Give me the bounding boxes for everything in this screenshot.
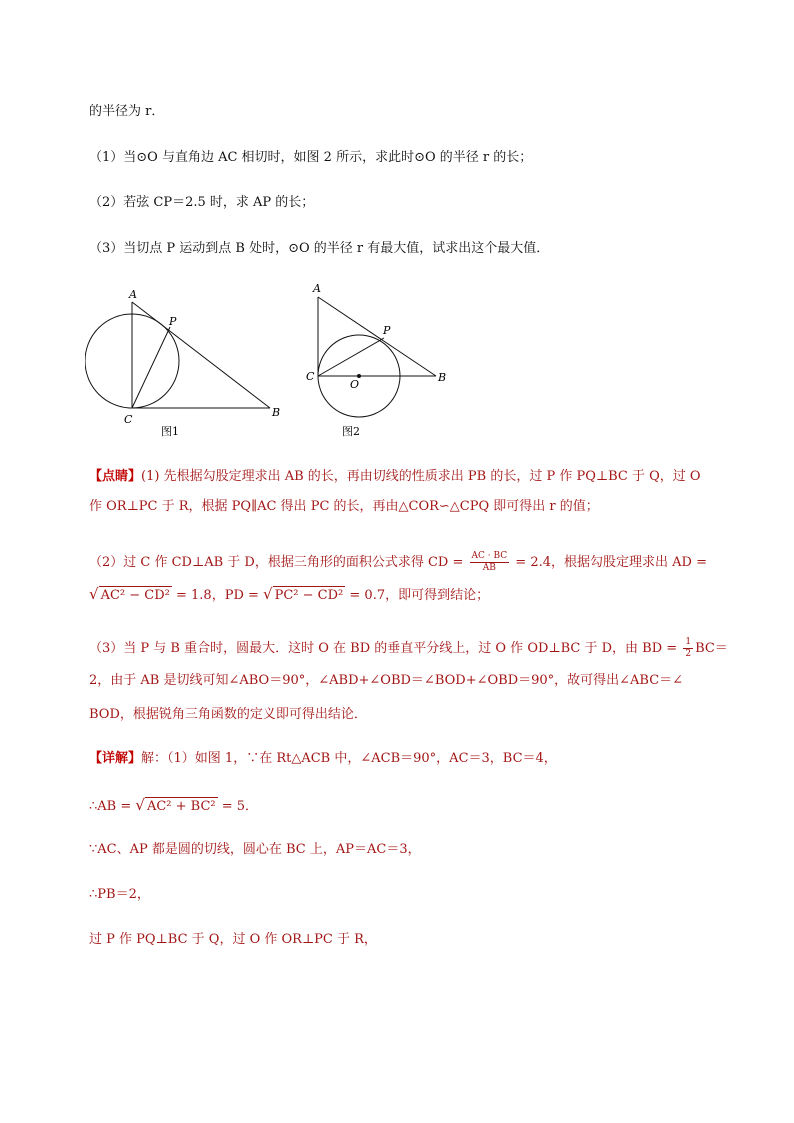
figure1-label-c: C — [124, 413, 133, 426]
hint-line-7: BOD，根据锐角三角函数的定义即可得出结论． — [89, 707, 367, 722]
detail-line-2: ∴AB = √ AC² + BC² = 5． — [89, 796, 259, 814]
figure1-label-a: A — [129, 288, 137, 301]
detail-line-3: ∵AC、AP 都是圆的切线，圆心在 BC 上，AP＝AC＝3， — [89, 842, 421, 857]
hint-line-2: 作 OR⊥PC 于 R，根据 PQ∥AC 得出 PC 的长，再由△COR∽△CPQ 即可得出 r 的值； — [89, 499, 599, 514]
hint-line-3: （2）过 C 作 CD⊥AB 于 D，根据三角形的面积公式求得 CD = $\frac{AC \cdot BC}{AB}$ = 2.4，根据勾股定理求出 AD = — [89, 551, 707, 573]
question-1: （1）当⊙O 与直角边 AC 相切时，如图 2 所示，求此时⊙O 的半径 r 的长； — [89, 150, 533, 165]
figure2-label-a: A — [313, 282, 321, 295]
detail-tag: 【详解】 — [89, 751, 142, 766]
hint-tag: 【点睛】 — [89, 469, 142, 484]
figure2-label-o: O — [350, 378, 360, 391]
fraction-cd: $\frac{AC \cdot BC}{AB}$ — [471, 551, 508, 573]
figure2-label-c: C — [306, 370, 315, 383]
sqrt-sign-icon: √ — [89, 585, 99, 603]
question-3: （3）当切点 P 运动到点 B 处时，⊙O 的半径 r 有最大值，试求出这个最大值． — [89, 241, 550, 256]
figure1-side-ab — [132, 302, 270, 408]
figure2-chord-cp — [318, 338, 384, 376]
figure2-label-p: P — [383, 324, 391, 337]
figure2-caption: 图2 — [342, 425, 360, 438]
hint-line-4: √ AC² − CD² = 1.8，PD = √ PC² − CD² = 0.7，即可得到结论； — [89, 585, 490, 603]
hint-line-1: 【点睛】(1) 先根据勾股定理求出 AB 的长，再由切线的性质求出 PB 的长，过 P 作 PQ⊥BC 于 Q，过 O — [89, 469, 701, 484]
fraction-half: $\frac{1}{2}$ — [685, 637, 692, 659]
question-2: （2）若弦 CP＝2.5 时，求 AP 的长； — [89, 195, 315, 210]
detail-line-1: 【详解】解：（1）如图 1，∵在 Rt△ACB 中，∠ACB＝90°，AC＝3，BC＝4， — [89, 751, 557, 766]
figure2-side-ab — [318, 297, 436, 376]
figure2-label-b: B — [438, 371, 447, 384]
sqrt-sign-icon: √ — [135, 796, 145, 814]
figure-1 — [85, 285, 285, 440]
detail-line-5: 过 P 作 PQ⊥BC 于 Q，过 O 作 OR⊥PC 于 R， — [89, 932, 377, 947]
figure1-label-b: B — [272, 406, 281, 419]
figure-2 — [300, 280, 460, 440]
figure1-caption: 图1 — [161, 425, 179, 438]
sqrt-sign-icon: √ — [263, 585, 273, 603]
hint-line-5: （3）当 P 与 B 重合时，圆最大．这时 O 在 BD 的垂直平分线上，过 O 作 OD⊥BC 于 D，由 BD = $\frac{1}{2}$ BC＝ — [89, 637, 728, 659]
intro-text: 的半径为 r． — [89, 104, 165, 119]
figure1-chord-cp — [132, 327, 170, 408]
hint-line-6: 2，由于 AB 是切线可知∠ABO＝90°，∠ABD+∠OBD＝∠BOD+∠OBD＝90°，故可得出∠ABC＝∠ — [89, 673, 684, 688]
figure1-label-p: P — [169, 315, 177, 328]
detail-line-4: ∴PB＝2， — [89, 887, 150, 902]
